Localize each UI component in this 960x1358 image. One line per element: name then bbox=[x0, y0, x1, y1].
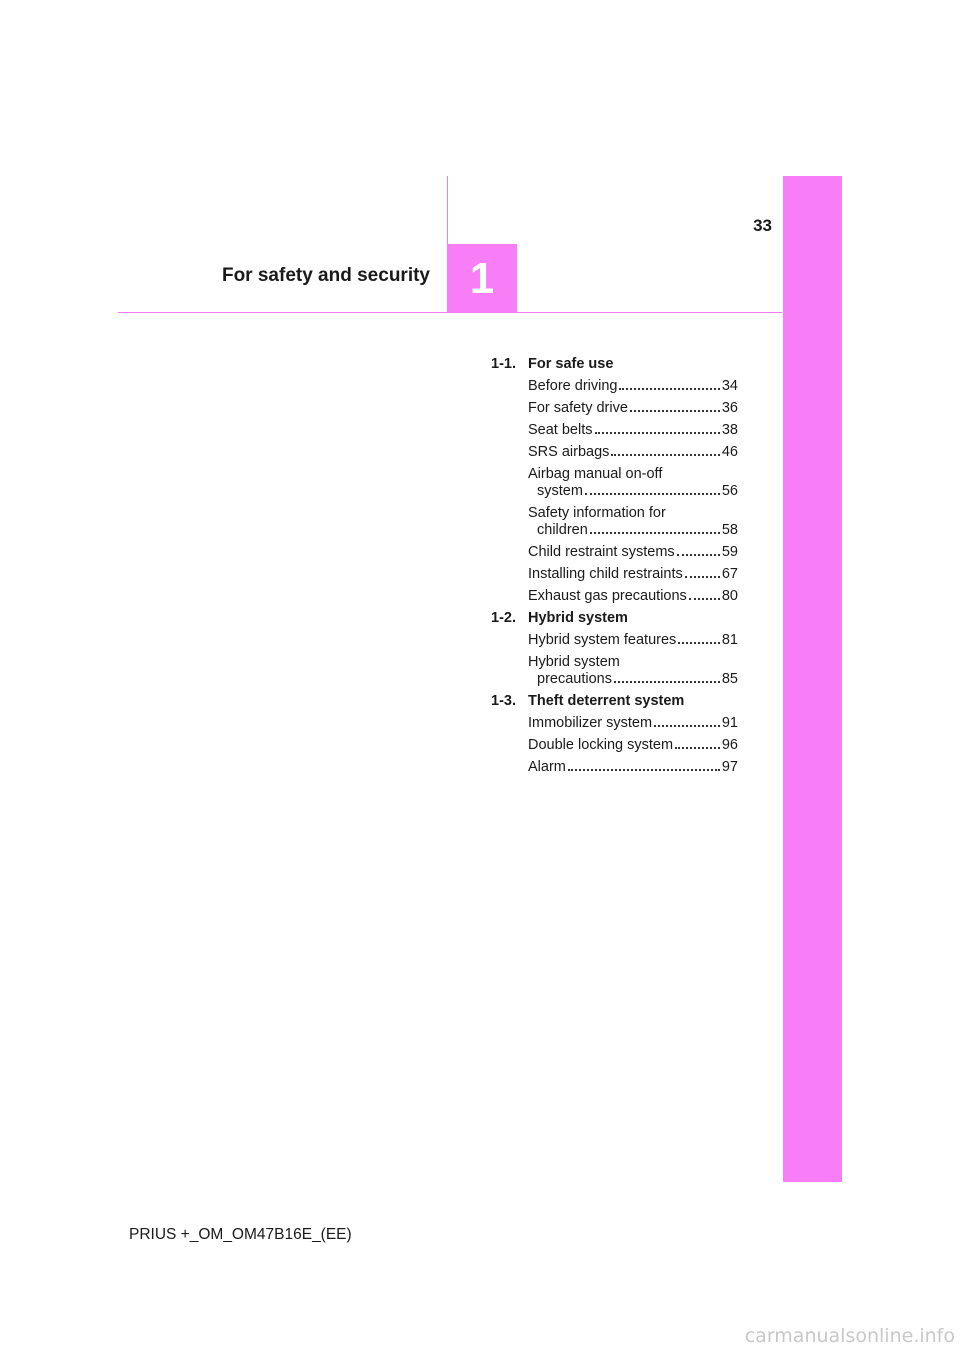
toc-entry-title: Exhaust gas precautions bbox=[528, 588, 687, 604]
toc-entry[interactable] bbox=[528, 378, 738, 395]
toc-leader-dots bbox=[685, 576, 720, 578]
toc-section-number: 1-1. bbox=[491, 356, 516, 372]
toc-entry-page: 34 bbox=[721, 378, 738, 394]
toc-leader-dots bbox=[675, 747, 720, 749]
toc-leader-dots bbox=[654, 725, 720, 727]
toc-entry-title: system bbox=[537, 483, 583, 499]
toc-entry-title: Airbag manual on-off bbox=[528, 466, 663, 482]
header-divider-horizontal bbox=[118, 312, 782, 313]
toc-entry-title: Hybrid system bbox=[528, 654, 620, 670]
toc-section-number: 1-2. bbox=[491, 610, 516, 626]
chapter-side-tab bbox=[783, 176, 842, 1182]
toc-entry[interactable] bbox=[528, 505, 738, 539]
toc-entry-page: 67 bbox=[721, 566, 738, 582]
toc-entry-title: Child restraint systems bbox=[528, 544, 675, 560]
toc-entry[interactable] bbox=[528, 654, 738, 688]
toc-entry[interactable] bbox=[528, 422, 738, 439]
toc-leader-dots bbox=[630, 410, 720, 412]
page-number: 33 bbox=[753, 216, 772, 235]
toc-entry-title: Immobilizer system bbox=[528, 715, 653, 731]
toc-entry[interactable] bbox=[528, 544, 738, 561]
header-divider-vertical bbox=[447, 176, 448, 244]
toc-entry[interactable] bbox=[528, 588, 738, 605]
toc-entry[interactable] bbox=[528, 466, 738, 500]
toc-leader-dots bbox=[619, 388, 719, 390]
toc-entry[interactable] bbox=[528, 400, 738, 417]
toc-leader-dots bbox=[614, 681, 720, 683]
toc-entry-title: SRS airbags bbox=[528, 444, 610, 460]
toc-section bbox=[491, 693, 738, 776]
toc-entry-page: 97 bbox=[721, 759, 738, 775]
chapter-number-badge: 1 bbox=[447, 244, 517, 313]
chapter-title: For safety and security bbox=[221, 265, 430, 286]
toc-entry-title: Hybrid system features bbox=[528, 632, 677, 648]
toc-leader-dots bbox=[595, 432, 720, 434]
toc-section bbox=[491, 610, 738, 688]
toc-entry-title: children bbox=[537, 522, 588, 538]
toc-section-title: Theft deterrent system bbox=[528, 693, 685, 709]
toc-entry[interactable] bbox=[528, 715, 738, 732]
toc-leader-dots bbox=[689, 598, 720, 600]
toc-entry[interactable] bbox=[528, 759, 738, 776]
toc-section-heading[interactable] bbox=[491, 356, 738, 378]
toc-section-title: Hybrid system bbox=[528, 610, 628, 626]
toc-entry-title: Installing child restraints bbox=[528, 566, 683, 582]
toc-section-heading[interactable] bbox=[491, 693, 738, 715]
toc-entry-page: 36 bbox=[721, 400, 738, 416]
toc-leader-dots bbox=[585, 493, 720, 495]
toc-entry-page: 91 bbox=[721, 715, 738, 731]
toc-entry[interactable] bbox=[528, 444, 738, 461]
toc-entry-title: Safety information for bbox=[528, 505, 666, 521]
toc-entry[interactable] bbox=[528, 566, 738, 583]
toc-entry-page: 59 bbox=[721, 544, 738, 560]
footer-doc-code: PRIUS +_OM_OM47B16E_(EE) bbox=[129, 1226, 352, 1243]
toc-entry-title: Before driving bbox=[528, 378, 618, 394]
toc-leader-dots bbox=[677, 554, 720, 556]
toc-entry-page: 80 bbox=[721, 588, 738, 604]
toc-leader-dots bbox=[678, 642, 720, 644]
toc-entry-page: 81 bbox=[721, 632, 738, 648]
toc-entry-title: Double locking system bbox=[528, 737, 674, 753]
toc-leader-dots bbox=[568, 769, 720, 771]
toc-section-title: For safe use bbox=[528, 356, 614, 372]
toc-entry-title: Alarm bbox=[528, 759, 566, 775]
toc-entry-page: 58 bbox=[721, 522, 738, 538]
toc-leader-dots bbox=[590, 532, 720, 534]
toc-entry-page: 56 bbox=[721, 483, 738, 499]
watermark: carmanualsonline.info bbox=[744, 1325, 955, 1347]
toc-section bbox=[491, 356, 738, 605]
toc-entry[interactable] bbox=[528, 632, 738, 649]
toc-section-heading[interactable] bbox=[491, 610, 738, 632]
toc-entry-page: 46 bbox=[721, 444, 738, 460]
toc-entry-title: For safety drive bbox=[528, 400, 628, 416]
toc-entry[interactable] bbox=[528, 737, 738, 754]
toc-entry-title: Seat belts bbox=[528, 422, 593, 438]
toc-entry-page: 38 bbox=[721, 422, 738, 438]
toc-entry-title: precautions bbox=[537, 671, 612, 687]
table-of-contents bbox=[491, 356, 738, 781]
toc-section-number: 1-3. bbox=[491, 693, 516, 709]
toc-entry-page: 96 bbox=[721, 737, 738, 753]
toc-leader-dots bbox=[611, 454, 719, 456]
toc-entry-page: 85 bbox=[721, 671, 738, 687]
